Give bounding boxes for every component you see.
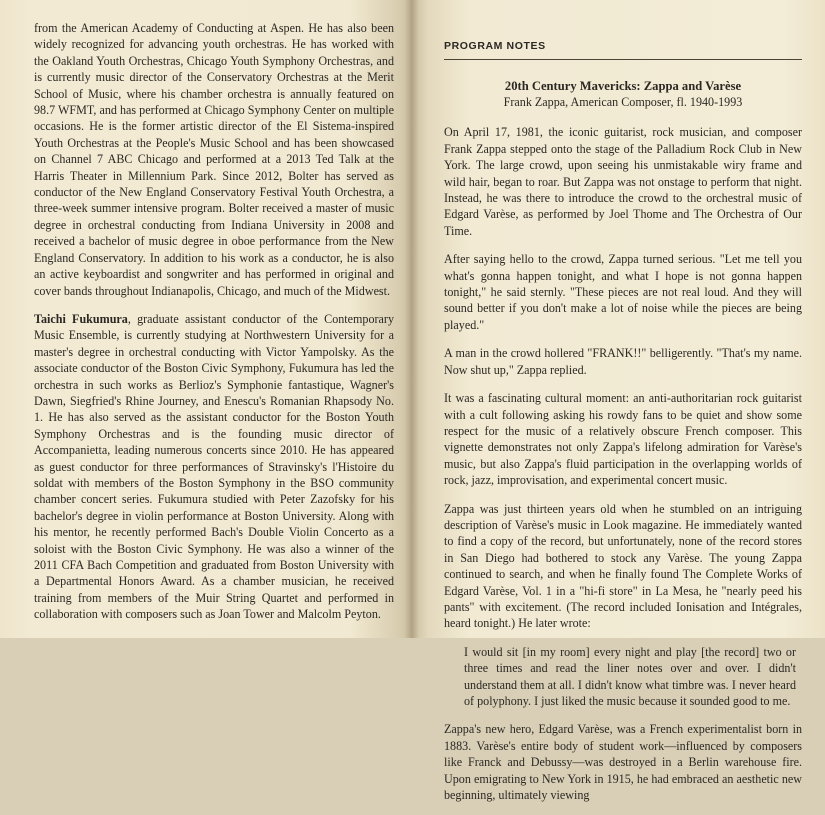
title-block xyxy=(444,78,802,110)
paragraph: After saying hello to the crowd, Zappa turned serious. "Let me tell you what's gonna happen tonight, and what I hope is not gonna happen tonight," he said sternly. "These pieces are not real loud. And they will sound better if you don't make a lot of noise while the pieces are being played." xyxy=(444,252,802,332)
fukumura-bio xyxy=(34,311,394,623)
right-page xyxy=(412,0,825,803)
paragraph: Zappa was just thirteen years old when he stumbled on an intriguing description of Varèse's music in Look magazine. He immediately wanted to find a copy of the record, but unfortunately, none of the record stores in San Diego had bothered to stock any Varèse. The young Zappa continued to search, and when he finally found The Complete Works of Edgard Varèse, Vol. 1 in a "hi-fi store" in La Mesa, he "nearly peed his pants" with excitement. (The record included Ionisation and Intégrales, heard tonight.) He later wrote: xyxy=(444,501,802,631)
fukumura-name: Taichi Fukumura xyxy=(34,311,128,326)
right-page-text xyxy=(444,22,802,815)
left-page xyxy=(0,0,412,638)
program-note-title: 20th Century Mavericks: Zappa and Varèse xyxy=(504,79,742,94)
program-note-subtitle: Frank Zappa, American Composer, fl. 1940-1993 xyxy=(503,95,743,110)
paragraph: A man in the crowd hollered "FRANK!!" belligerently. "That's my name. Now shut up," Zappa replied. xyxy=(444,346,802,377)
paragraph: It was a fascinating cultural moment: an anti-authoritarian rock guitarist with a cult following asking his rowdy fans to be quiet and show some respect for the music of a relatively obscure French composer. This vignette demonstrates not only Zappa's lifelong admiration for Varèse's music, but also Zappa's fluid participation in the overlapping worlds of rock, jazz, improvisation, and experimental concert music. xyxy=(444,391,802,488)
bolter-bio-continued: from the American Academy of Conducting at Aspen. He has also been widely recognized for advancing youth orchestras. He has worked with the Oakland Youth Orchestras, Chicago Youth Symphony Orchestras, and is currently music director of the Conservatory Orchestras at the Merit School of Music, where his chamber orchestra is annually featured on 98.7 WFMT, and has performed at Chicago Symphony Center on multiple occasions. He is the former artistic director of the El Sistema-inspired Youth Orchestras at the People's Music School and has been showcased on Channel 7 ABC Chicago and performed at a 2013 Ted Talk at the Harris Theater in Millennium Park. Since 2012, Bolter has served as conductor of the New England Conservatory Festival Youth Orchestra, a three-week summer intensive program. Bolter received a master of music degree in orchestral conducting from Indiana University in 2008 and received a bachelor of music degree in oboe performance from the New England Conservatory. In addition to his work as a conductor, he is also an active keyboardist and songwriter and has performed in original and cover bands throughout Indianapolis, Chicago, and much of the Midwest. xyxy=(34,21,394,298)
header-rule xyxy=(444,59,802,60)
paragraph: On April 17, 1981, the iconic guitarist, rock musician, and composer Frank Zappa stepped onto the stage of the Palladium Rock Club in New York. The large crowd, upon seeing his unmistakable wiry frame and wild hair, began to roar. But Zappa was not onstage to perform that night. Instead, he was there to introduce the crowd to the orchestral music of Edgard Varèse, as performed by Joel Thome and The Orchestra of Our Time. xyxy=(444,125,802,238)
book-gutter xyxy=(405,0,419,638)
section-label: PROGRAM NOTES xyxy=(444,40,546,52)
block-quote: I would sit [in my room] every night and play [the record] two or three times and read the liner notes over and over. I didn't understand them at all. I didn't know what timbre was. I never heard of polyphony. I just liked the music because it sounded good to me. xyxy=(464,644,796,708)
left-page-text xyxy=(34,20,394,635)
paragraph: Zappa's new hero, Edgard Varèse, was a French experimentalist born in 1883. Varèse's entire body of student work—influenced by composers like Franck and Debussy—was destroyed in a Berlin warehouse fire. Upon emigrating to New York in 1915, he had embraced an aesthetic new beginning, ultimately viewing xyxy=(444,722,802,803)
fukumura-bio-text: , graduate assistant conductor of the Contemporary Music Ensemble, is currently studying at Northwestern University for a master's degree in orchestral conducting with Victor Yampolsky. As the associate conductor of the Boston Civic Symphony, Fukumura has led the orchestra in such works as Berlioz's Symphonie fantastique, Wagner's Dawn, Siegfried's Rhine Journey, and Enescu's Romanian Rhapsody No. 1. He has also served as the assistant conductor for the Boston Youth Symphony Orchestras and is the founding music director of Accompanietta, leading numerous concerts since 2010. He has appeared as guest conductor for three performances of Stravinsky's l'Histoire du soldat with members of the Boston Symphony in the BSO community chamber concert series. Fukumura studied with Peter Zazofsky for his bachelor's degree in violin performance at Boston University. Along with his mentor, he recently performed Bach's Double Violin Concerto as a soloist with the Boston Civic Symphony. He was also a winner of the 2011 CFA Bach Competition and graduated from Boston University with a Departmental Honors Award. As a chamber musician, he received training from members of the Muir String Quartet and performed in collaboration with composers such as Joan Tower and Malcolm Peyton. xyxy=(34,311,394,622)
